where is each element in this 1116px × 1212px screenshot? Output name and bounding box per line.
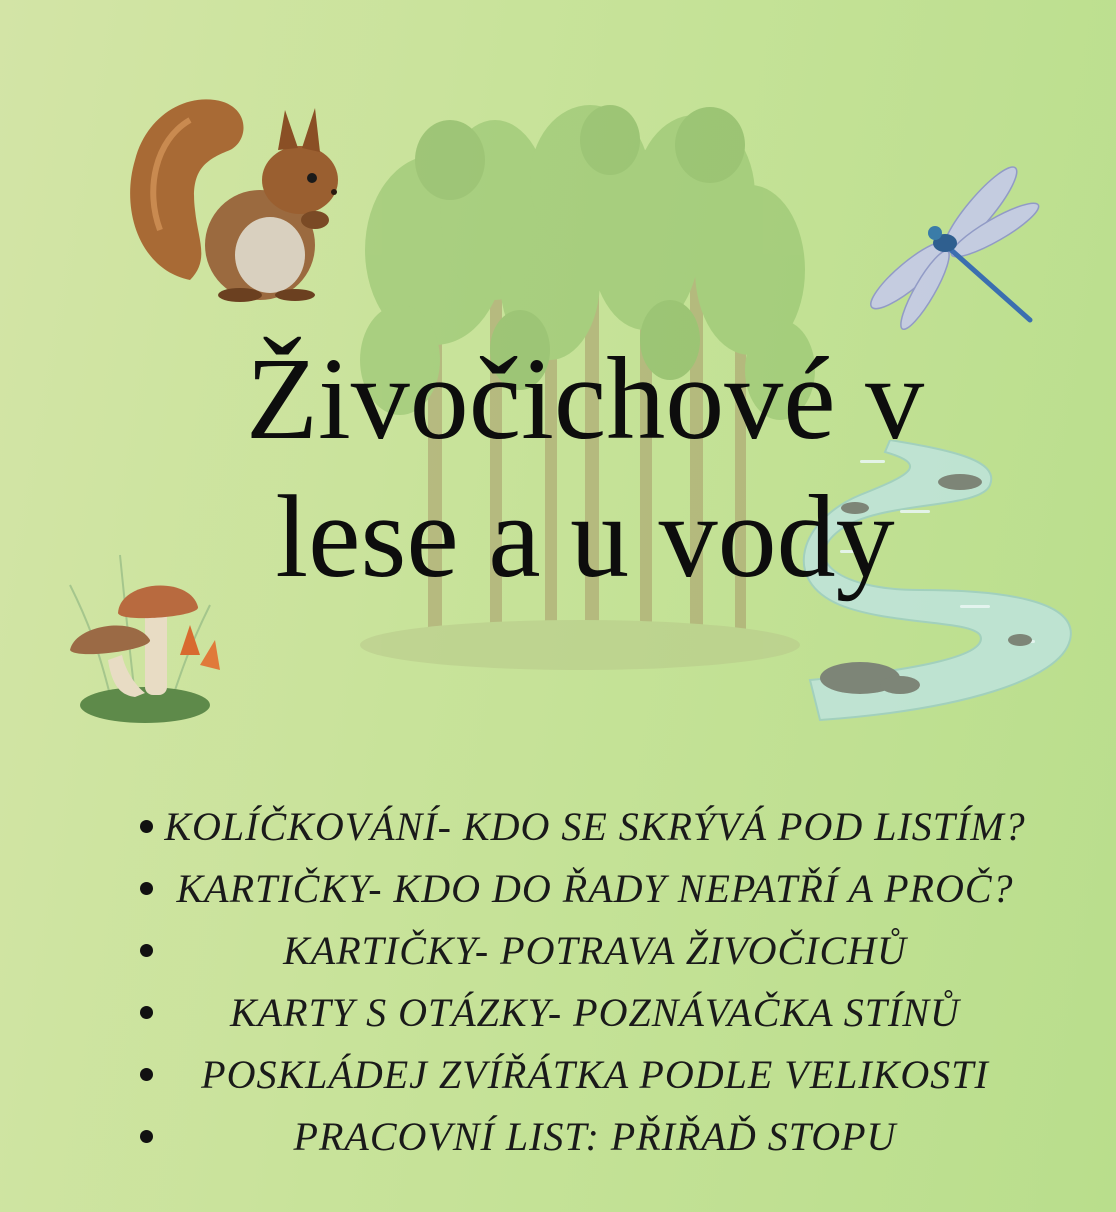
list-item	[130, 857, 1030, 919]
title-line-2: lese a u vody	[275, 471, 895, 602]
list-item	[130, 1105, 1030, 1167]
dragonfly-illustration	[860, 155, 1040, 335]
bullet-icon	[140, 882, 153, 895]
activity-text: POSKLÁDEJ ZVÍŘÁTKA PODLE VELIKOSTI	[201, 1051, 989, 1097]
activity-text: KARTY S OTÁZKY- POZNÁVAČKA STÍNŮ	[230, 989, 960, 1035]
list-item	[130, 1043, 1030, 1105]
bullet-icon	[140, 1006, 153, 1019]
title-line-1: Živočichové v	[245, 333, 925, 464]
activity-text: KOLÍČKOVÁNÍ- KDO SE SKRÝVÁ POD LISTÍM?	[164, 803, 1026, 849]
bullet-icon	[140, 820, 153, 833]
squirrel-illustration	[120, 80, 350, 310]
list-item	[130, 919, 1030, 981]
bullet-icon	[140, 1130, 153, 1143]
bullet-icon	[140, 1068, 153, 1081]
bullet-icon	[140, 944, 153, 957]
activity-text: KARTIČKY- KDO DO ŘADY NEPATŘÍ A PROČ?	[176, 865, 1014, 911]
activity-text: KARTIČKY- POTRAVA ŽIVOČICHŮ	[283, 927, 907, 973]
page-title	[120, 330, 1050, 606]
activity-text: PRACOVNÍ LIST: PŘIŘAĎ STOPU	[293, 1113, 897, 1159]
list-item	[130, 981, 1030, 1043]
activity-list	[130, 795, 1030, 1167]
list-item	[130, 795, 1030, 857]
